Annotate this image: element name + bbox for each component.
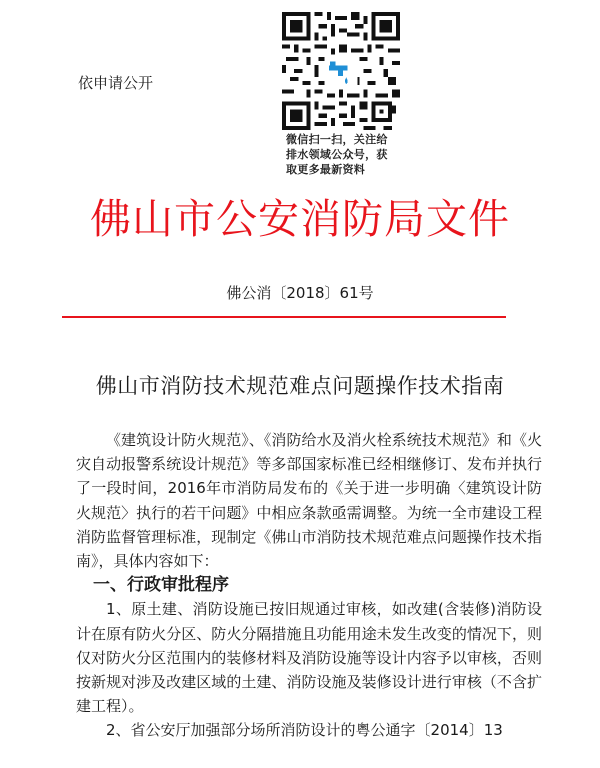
section-heading: 一、行政审批程序 — [93, 575, 229, 596]
red-divider — [62, 316, 506, 318]
qr-code-block — [282, 12, 400, 177]
list-item: 2、省公安厅加强部分场所消防设计的粤公通字〔2014〕13 — [106, 721, 503, 740]
document-number: 佛公消〔2018〕61号 — [226, 284, 374, 302]
issuer-header: 佛山市公安消防局文件 — [90, 195, 510, 243]
qr-code — [282, 12, 400, 130]
list-item: 1、原土建、消防设施已按旧规通过审核，如改建(含装修)消防设计在原有防火分区、防火分隔措施且功能用途未发生改变的情况下，则仅对防火分区范围内的装修材料及消防设施等设计内容予以审核，否则按新规对涉及改建区域的土建、消防设施及装修设计进行审核（不含扩建工程）。 — [76, 600, 542, 716]
intro-paragraph: 《建筑设计防火规范》、《消防给水及消火栓系统技术规范》和《火灾自动报警系统设计规范》等多部国家标准已经相继修订、发布并执行了一段时间，2016年市消防局发布的《关于进一步明确〈建筑设计防火规范〉执行的若干问题》中相应条款亟需调整。为统一全市建设工程消防监督管理标准，现制定《佛山市消防技术规范难点问题操作技术指南》，具体内容如下： — [76, 431, 542, 571]
qr-caption-line: 排水领域公众号，获 — [286, 148, 388, 161]
qr-caption — [282, 132, 400, 177]
qr-caption-line: 微信扫一扫，关注给 — [286, 133, 388, 146]
document-body — [76, 428, 542, 743]
qr-caption-line: 取更多最新资料 — [286, 163, 366, 176]
document-title: 佛山市消防技术规范难点问题操作技术指南 — [95, 374, 505, 398]
disclosure-label: 依申请公开 — [78, 74, 154, 92]
